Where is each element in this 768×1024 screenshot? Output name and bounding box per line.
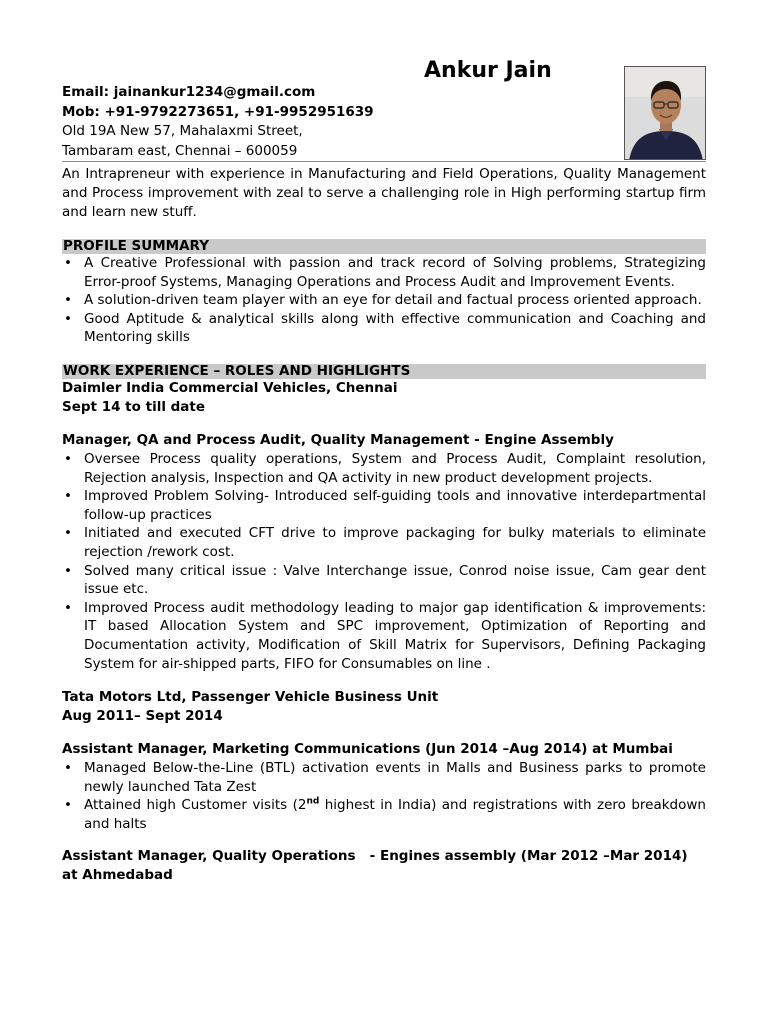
profile-summary-list (62, 254, 706, 347)
company-tata: Tata Motors Ltd, Passenger Vehicle Business Unit (62, 689, 439, 706)
list-item: • Improved Process audit methodology leading to major gap identification & improvements: IT based Allocation System and SPC improvement, Optimization of Reporting and Documentation activity, Modification of Skill Matrix for Supervisors, Defining Packaging System for air-shipped parts, FIFO for Consumables on line . (62, 599, 706, 673)
address-line-1: Old 19A New 57, Mahalaxmi Street, (62, 123, 303, 139)
address-line-2: Tambaram east, Chennai – 600059 (62, 142, 298, 159)
list-item: • Managed Below-the-Line (BTL) activation events in Malls and Business parks to promote newly launched Tata Zest (62, 759, 706, 796)
role-title-line-2: at Ahmedabad (62, 867, 173, 884)
candidate-name: Ankur Jain (424, 58, 552, 83)
role-title-quality-operations (62, 847, 706, 885)
role-title-line-1: Assistant Manager, Quality Operations - Engines assembly (Mar 2012 –Mar 2014) (62, 848, 688, 865)
contact-block (62, 83, 374, 161)
list-item: • Initiated and executed CFT drive to improve packaging for bulky materials to eliminate rejection /rework cost. (62, 524, 706, 561)
profile-summary-heading: PROFILE SUMMARY (62, 239, 706, 254)
objective-paragraph: An Intrapreneur with experience in Manufacturing and Field Operations, Quality Management and Process improvement with zeal to serve a challenging role in High performing startup firm and learn new stuff. (62, 166, 706, 220)
profile-photo (624, 66, 706, 160)
list-item: • Solved many critical issue : Valve Interchange issue, Conrod noise issue, Cam gear dent issue etc. (62, 562, 706, 599)
list-item: • A Creative Professional with passion and track record of Solving problems, Strategizing Error-proof Systems, Managing Operations and Process Audit and Improvement Events. (62, 254, 706, 291)
company-daimler: Daimler India Commercial Vehicles, Chennai (62, 379, 398, 396)
role-title-daimler: Manager, QA and Process Audit, Quality Management - Engine Assembly (62, 431, 614, 448)
list-item: • Oversee Process quality operations, System and Process Audit, Complaint resolution, Rejection analysis, Inspection and QA activity in new product development projects. (62, 450, 706, 487)
list-item-text: Attained high Customer visits (2 (84, 797, 307, 814)
list-item: • Improved Problem Solving- Introduced self-guiding tools and innovative interdepartmental follow-up practices (62, 487, 706, 524)
mobile-line: Mob: +91-9792273651, +91-9952951639 (62, 103, 374, 120)
role-marketing-list (62, 759, 706, 833)
list-item (62, 796, 706, 833)
list-item: • A solution-driven team player with an eye for detail and factual process oriented approach. (62, 291, 706, 310)
ordinal-suffix: nd (306, 796, 320, 807)
header-divider (62, 161, 706, 162)
work-experience-heading: WORK EXPERIENCE – ROLES AND HIGHLIGHTS (62, 364, 706, 379)
email-line: Email: jainankur1234@gmail.com (62, 84, 316, 100)
list-item-text: highest in India) and registrations with zero breakdown and halts (84, 797, 706, 832)
role-title-marketing: Assistant Manager, Marketing Communications (Jun 2014 –Aug 2014) at Mumbai (62, 741, 673, 758)
period-daimler: Sept 14 to till date (62, 398, 206, 415)
period-tata: Aug 2011– Sept 2014 (62, 708, 223, 725)
list-item: • Good Aptitude & analytical skills along with effective communication and Coaching and Mentoring skills (62, 310, 706, 347)
resume-body (62, 165, 706, 885)
role-daimler-list (62, 450, 706, 673)
